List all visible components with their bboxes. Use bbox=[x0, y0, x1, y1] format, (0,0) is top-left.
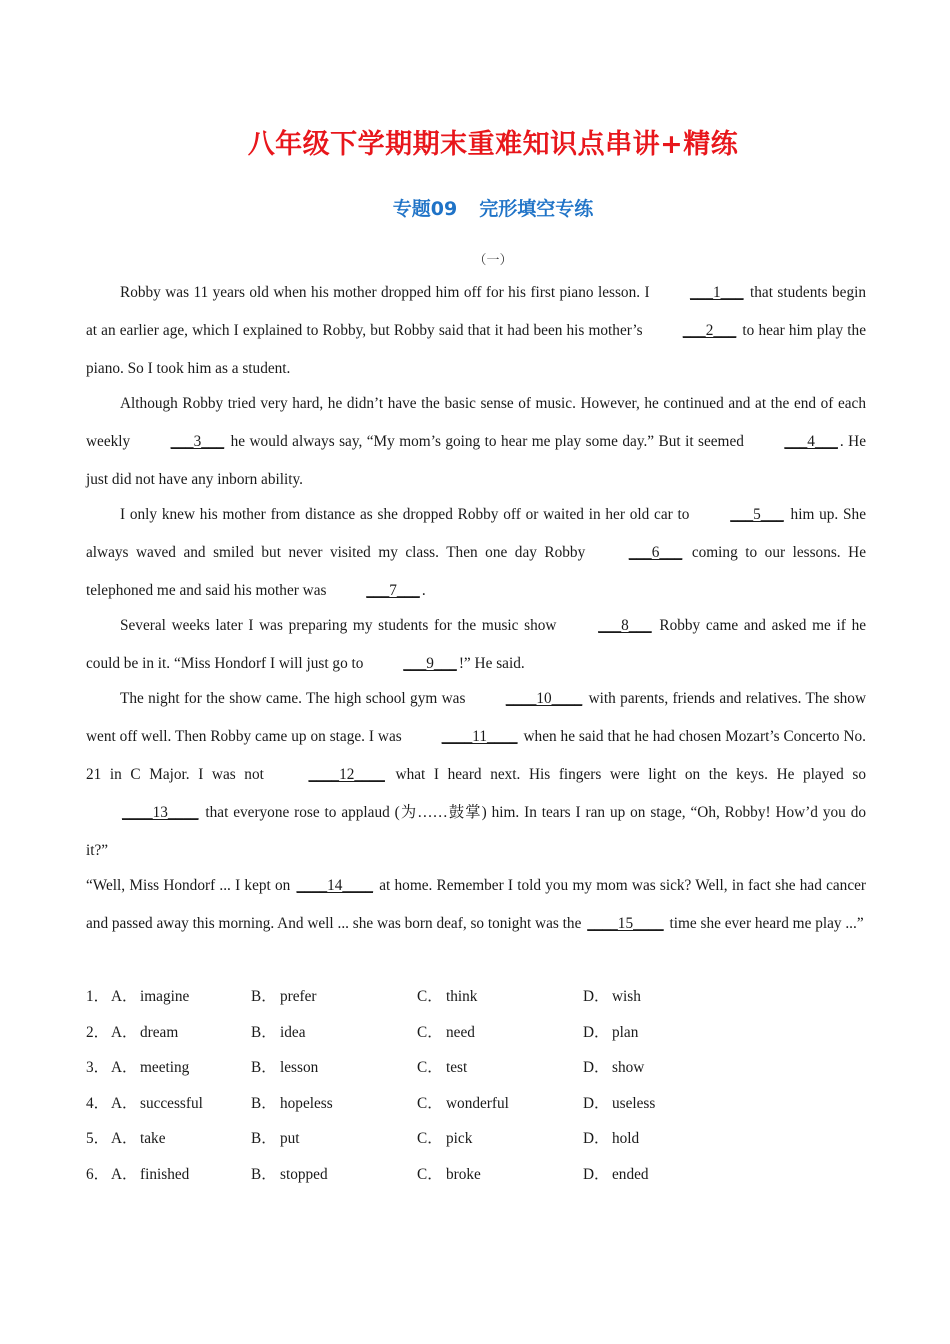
option-text: pick bbox=[446, 1130, 473, 1148]
option-letter: A． bbox=[111, 1165, 138, 1183]
question-row bbox=[86, 1052, 866, 1088]
answer-blank: ___3___ bbox=[170, 433, 225, 450]
question-number: 6． bbox=[86, 1165, 109, 1183]
option-letter: A． bbox=[111, 1094, 138, 1112]
answer-blank: ___5___ bbox=[730, 506, 784, 523]
option-d bbox=[583, 1159, 649, 1191]
answer-blank: ____13____ bbox=[122, 804, 199, 821]
option-text: need bbox=[446, 1023, 475, 1041]
option-text: plan bbox=[612, 1023, 639, 1041]
section-subtitle bbox=[0, 194, 950, 221]
answer-blank: ____14____ bbox=[296, 877, 374, 894]
option-letter: C． bbox=[417, 988, 443, 1005]
question-row bbox=[86, 1123, 866, 1159]
question-number: 4． bbox=[86, 1094, 109, 1112]
option-letter: C． bbox=[417, 1165, 443, 1183]
question-number: 5． bbox=[86, 1130, 109, 1148]
passage-text: !” He said. bbox=[458, 655, 525, 672]
option-letter: D． bbox=[583, 1165, 610, 1183]
option-c bbox=[417, 1123, 472, 1155]
option-b bbox=[251, 1017, 305, 1049]
cloze-passage bbox=[86, 274, 866, 940]
passage-text: that students begin at an earlier age, which I explained to Robby, but Robby said that it had been his mother’s bbox=[86, 284, 866, 339]
option-b bbox=[251, 1123, 300, 1155]
option-text: prefer bbox=[280, 988, 317, 1005]
option-letter: B． bbox=[251, 1059, 277, 1077]
passage-paragraph bbox=[86, 867, 866, 943]
passage-text: Robby was 11 years old when his mother dropped him off for his first piano lesson. I bbox=[120, 284, 655, 301]
question-number: 1． bbox=[86, 988, 109, 1005]
option-letter: C． bbox=[417, 1130, 443, 1148]
option-letter: D． bbox=[583, 988, 610, 1005]
option-b bbox=[251, 1159, 328, 1191]
passage-text: him up. She always waved and smiled but never visited my class. Then one day Robby bbox=[86, 506, 866, 561]
option-letter: A． bbox=[111, 1059, 138, 1077]
passage-text: Several weeks later I was preparing my students for the music show bbox=[120, 617, 563, 634]
option-letter: C． bbox=[417, 1094, 443, 1112]
option-text: take bbox=[140, 1130, 166, 1148]
option-letter: D． bbox=[583, 1023, 610, 1041]
option-text: finished bbox=[140, 1165, 190, 1183]
passage-text: he would always say, “My mom’s going to hear me play some day.” But it seemed bbox=[226, 433, 749, 450]
option-c bbox=[417, 981, 477, 1013]
answer-blank: ____11____ bbox=[441, 728, 518, 745]
answer-options bbox=[86, 981, 866, 1195]
option-letter: B． bbox=[251, 1165, 277, 1183]
option-d bbox=[583, 981, 641, 1013]
passage-text: coming to our lessons. He telephoned me and said his mother was bbox=[86, 544, 866, 599]
answer-blank: ___1___ bbox=[690, 284, 744, 301]
option-text: wonderful bbox=[446, 1094, 509, 1112]
answer-blank: ___2___ bbox=[682, 322, 737, 339]
section-number: （一） bbox=[473, 252, 513, 267]
option-text: ended bbox=[612, 1165, 649, 1183]
option-text: put bbox=[280, 1130, 300, 1148]
option-text: hold bbox=[612, 1130, 640, 1148]
option-a bbox=[111, 1088, 203, 1120]
passage-text: what I heard next. His fingers were light on the keys. He played so bbox=[386, 766, 866, 783]
option-letter: A． bbox=[111, 1023, 138, 1041]
passage-text: to hear him play the piano. So I took him as a student. bbox=[86, 322, 866, 377]
option-a bbox=[111, 1159, 189, 1191]
passage-text: The night for the show came. The high school gym was bbox=[120, 690, 470, 707]
option-text: useless bbox=[612, 1094, 656, 1112]
question-number: 3． bbox=[86, 1059, 109, 1077]
passage-text: “Well, Miss Hondorf ... I kept on bbox=[86, 877, 295, 894]
option-d bbox=[583, 1123, 639, 1155]
option-text: idea bbox=[280, 1023, 306, 1041]
answer-blank: ___9___ bbox=[403, 655, 457, 672]
question-row bbox=[86, 1159, 866, 1195]
option-text: test bbox=[446, 1059, 468, 1077]
option-text: hopeless bbox=[280, 1094, 333, 1112]
option-text: show bbox=[612, 1059, 645, 1077]
passage-text: . He just did not have any inborn ability. bbox=[86, 433, 866, 488]
option-text: think bbox=[446, 988, 478, 1005]
question-row bbox=[86, 981, 866, 1017]
option-c bbox=[417, 1088, 509, 1120]
passage-text: that everyone rose to applaud (为……鼓掌) him. In tears I ran up on stage, “Oh, Robby! How’d you do it?” bbox=[86, 804, 866, 859]
option-text: dream bbox=[140, 1023, 179, 1041]
option-text: stopped bbox=[280, 1165, 328, 1183]
option-b bbox=[251, 1052, 318, 1084]
option-c bbox=[417, 1159, 481, 1191]
option-d bbox=[583, 1052, 644, 1084]
option-letter: B． bbox=[251, 1023, 277, 1041]
option-d bbox=[583, 1088, 655, 1120]
subtitle-topic: 专题09 bbox=[392, 198, 458, 220]
subtitle-name: 完形填空专练 bbox=[479, 198, 594, 220]
answer-blank: ____10____ bbox=[505, 690, 583, 707]
option-letter: D． bbox=[583, 1130, 610, 1148]
option-a bbox=[111, 1123, 165, 1155]
option-letter: B． bbox=[251, 988, 277, 1005]
option-d bbox=[583, 1017, 638, 1049]
passage-paragraph bbox=[86, 274, 866, 388]
passage-paragraph bbox=[86, 496, 866, 610]
passage-text: Although Robby tried very hard, he didn’t have the basic sense of music. However, he continued and at the end of each weekly bbox=[86, 395, 866, 450]
answer-blank: ___6___ bbox=[628, 544, 683, 561]
option-c bbox=[417, 1017, 475, 1049]
option-b bbox=[251, 1088, 333, 1120]
option-letter: C． bbox=[417, 1059, 443, 1077]
option-letter: B． bbox=[251, 1130, 277, 1148]
option-letter: B． bbox=[251, 1094, 277, 1112]
option-letter: C． bbox=[417, 1023, 443, 1041]
passage-text: with parents, friends and relatives. The show went off well. Then Robby came up on stage. I was bbox=[86, 690, 866, 745]
passage-text: I only knew his mother from distance as she dropped Robby off or waited in her old car to bbox=[120, 506, 695, 523]
answer-blank: ___7___ bbox=[366, 582, 420, 599]
answer-blank: ___4___ bbox=[784, 433, 838, 450]
option-letter: A． bbox=[111, 988, 138, 1005]
passage-paragraph bbox=[86, 385, 866, 499]
passage-paragraph bbox=[86, 680, 866, 870]
option-letter: A． bbox=[111, 1130, 138, 1148]
option-c bbox=[417, 1052, 467, 1084]
answer-blank: ___8___ bbox=[598, 617, 652, 634]
question-row bbox=[86, 1017, 866, 1053]
page-title: 八年级下学期期末重难知识点串讲+精练 bbox=[247, 129, 739, 160]
option-b bbox=[251, 981, 317, 1013]
passage-text: time she ever heard me play ...” bbox=[665, 915, 864, 932]
option-a bbox=[111, 981, 189, 1013]
option-text: successful bbox=[140, 1094, 203, 1112]
passage-text: . bbox=[421, 582, 426, 599]
option-text: lesson bbox=[280, 1059, 319, 1077]
option-letter: D． bbox=[583, 1094, 610, 1112]
option-text: imagine bbox=[140, 988, 190, 1005]
question-number: 2． bbox=[86, 1023, 109, 1041]
passage-text: at home. Remember I told you my mom was sick? Well, in fact she had cancer and passed away this morning. And well ... she was born deaf, so tonight was the bbox=[86, 877, 866, 932]
option-text: broke bbox=[446, 1165, 481, 1183]
passage-text: when he said that he had chosen Mozart’s Concerto No. 21 in C Major. I was not bbox=[86, 728, 866, 783]
option-text: meeting bbox=[140, 1059, 190, 1077]
option-a bbox=[111, 1052, 189, 1084]
question-row bbox=[86, 1088, 866, 1124]
answer-blank: ____12____ bbox=[308, 766, 385, 783]
option-letter: D． bbox=[583, 1059, 610, 1077]
answer-blank: ____15____ bbox=[587, 915, 664, 932]
passage-text: Robby came and asked me if he could be in it. “Miss Hondorf I will just go to bbox=[86, 617, 867, 672]
passage-paragraph bbox=[86, 607, 866, 683]
option-a bbox=[111, 1017, 178, 1049]
option-text: wish bbox=[612, 988, 641, 1005]
